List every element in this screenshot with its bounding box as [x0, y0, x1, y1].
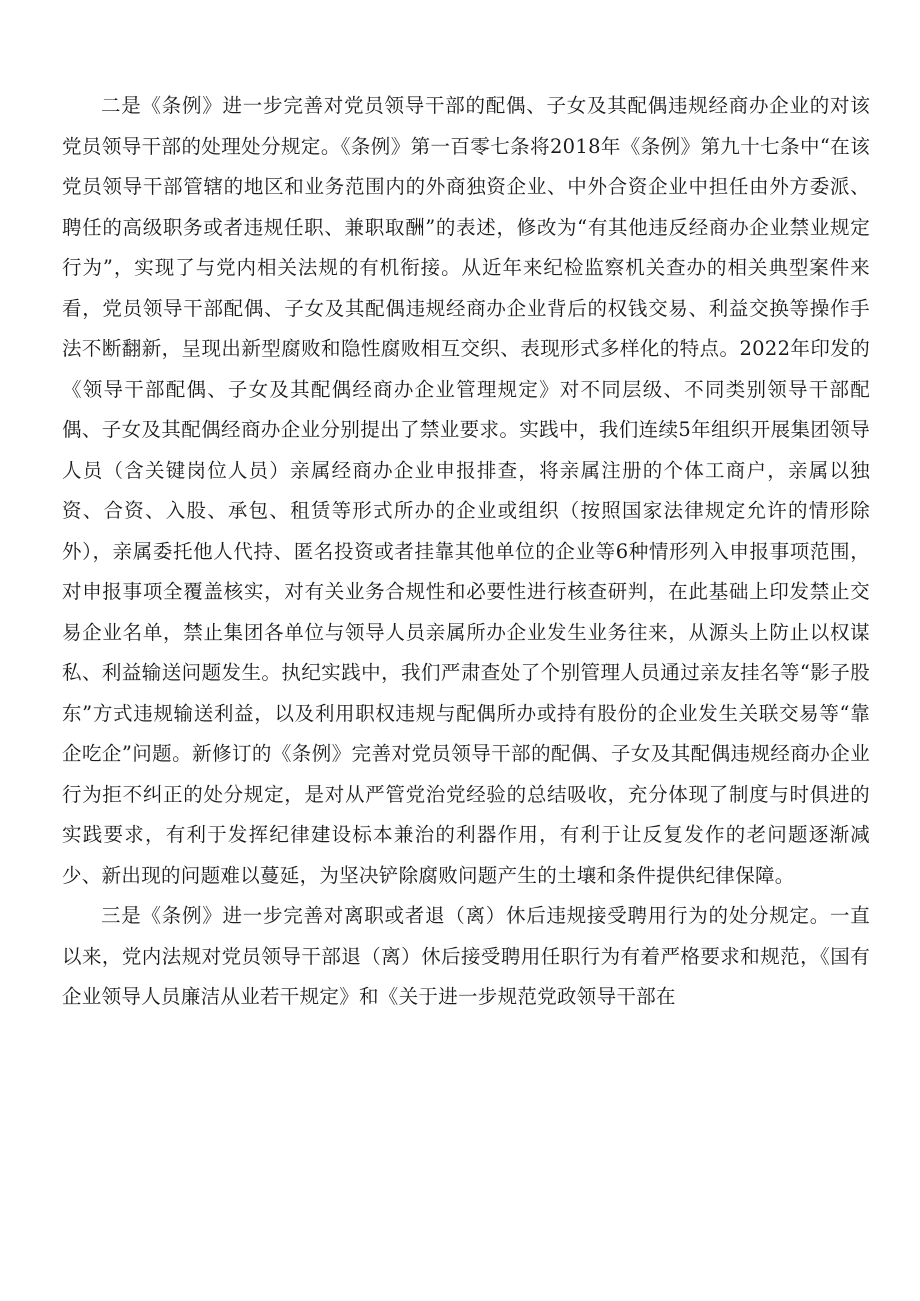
document-body: [62, 86, 870, 1018]
paragraph-spouse-business-rules: 二是《条例》进一步完善对党员领导干部的配偶、子女及其配偶违规经商办企业的对该党员领导干部的处理处分规定。《条例》第一百零七条将2018年《条例》第九十七条中“在该党员领导干部管辖的地区和业务范围内的外商独资企业、中外合资企业中担任由外方委派、聘任的高级职务或者违规任职、兼职取酬”的表述，修改为“有其他违反经商办企业禁业规定行为”，实现了与党内相关法规的有机衔接。从近年来纪检监察机关查办的相关典型案件来看，党员领导干部配偶、子女及其配偶违规经商办企业背后的权钱交易、利益交换等操作手法不断翻新，呈现出新型腐败和隐性腐败相互交织、表现形式多样化的特点。2022年印发的《领导干部配偶、子女及其配偶经商办企业管理规定》对不同层级、不同类别领导干部配偶、子女及其配偶经商办企业分别提出了禁业要求。实践中，我们连续5年组织开展集团领导人员（含关键岗位人员）亲属经商办企业申报排查，将亲属注册的个体工商户，亲属以独资、合资、入股、承包、租赁等形式所办的企业或组织（按照国家法律规定允许的情形除外），亲属委托他人代持、匿名投资或者挂靠其他单位的企业等6种情形列入申报事项范围，对申报事项全覆盖核实，对有关业务合规性和必要性进行核查研判，在此基础上印发禁止交易企业名单，禁止集团各单位与领导人员亲属所办企业发生业务往来，从源头上防止以权谋私、利益输送问题发生。执纪实践中，我们严肃查处了个别管理人员通过亲友挂名等“影子股东”方式违规输送利益，以及利用职权违规与配偶所办或持有股份的企业发生关联交易等“靠企吃企”问题。新修订的《条例》完善对党员领导干部的配偶、子女及其配偶违规经商办企业行为拒不纠正的处分规定，是对从严管党治党经验的总结吸收，充分体现了制度与时俱进的实践要求，有利于发挥纪律建设标本兼治的利器作用，有利于让反复发作的老问题逐渐减少、新出现的问题难以蔓延，为坚决铲除腐败问题产生的土壤和条件提供纪律保障。: [62, 94, 870, 887]
paragraph-post-retirement-employment: 三是《条例》进一步完善对离职或者退（离）休后违规接受聘用行为的处分规定。一直以来，党内法规对党员领导干部退（离）休后接受聘用任职行为有着严格要求和规范，《国有企业领导人员廉洁从业若干规定》和《关于进一步规范党政领导干部在: [62, 904, 870, 1008]
